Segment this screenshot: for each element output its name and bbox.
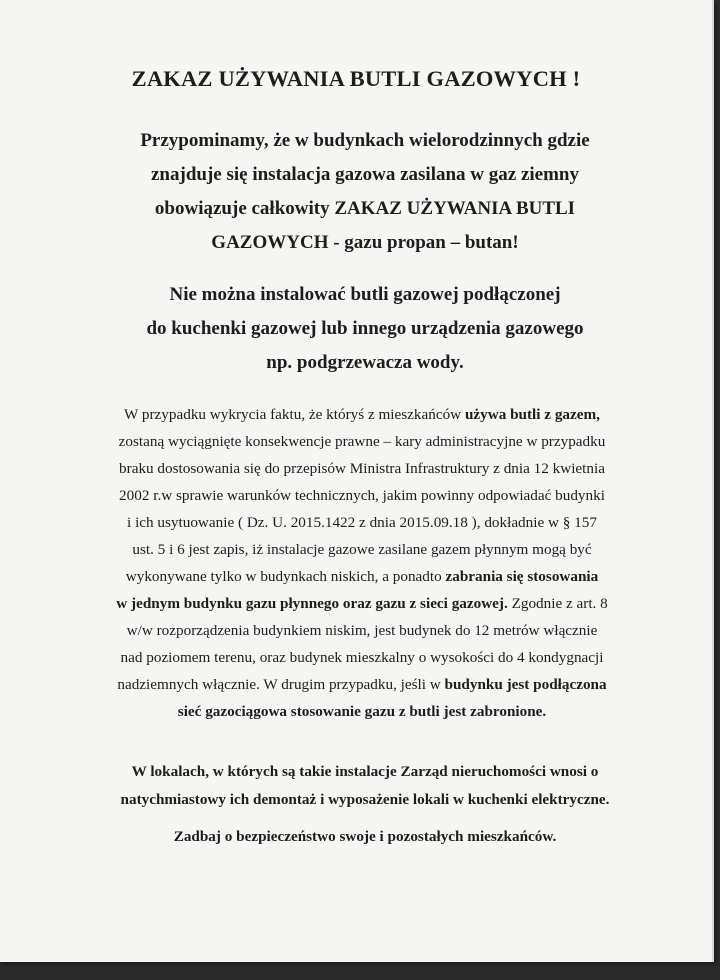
body-line: zostaną wyciągnięte konsekwencje prawne – kary administracyjne w przypadku <box>118 433 606 450</box>
body-line: w/w rozporządzenia budynkiem niskim, jest budynek do 12 metrów włącznie <box>126 622 598 639</box>
intro-line: GAZOWYCH - gazu propan – butan! <box>211 232 519 253</box>
body-line <box>78 698 646 725</box>
body-emphasis: zabrania się stosowania <box>445 568 599 585</box>
body-emphasis: sieć gazociągowa stosowanie gazu z butli jest zabronione. <box>177 703 547 720</box>
body-text: wykonywane tylko w budynkach niskich, a ponadto <box>125 568 446 585</box>
closing-line: Zadbaj o bezpieczeństwo swoje i pozostałych mieszkańców. <box>173 828 557 845</box>
warning-line: Nie można instalować butli gazowej podłączonej <box>169 284 561 305</box>
warning-line: np. podgrzewacza wody. <box>266 352 464 373</box>
body-emphasis: w jednym budynku gazu płynnego oraz gazu z sieci gazowej. <box>116 595 508 612</box>
body-line: i ich usytuowanie ( Dz. U. 2015.1422 z dnia 2015.09.18 ), dokładnie w § 157 <box>127 514 597 531</box>
body-line <box>78 671 646 698</box>
body-paragraph <box>78 401 646 725</box>
intro-line: Przypominamy, że w budynkach wielorodzinnych gdzie <box>140 130 590 151</box>
body-line <box>78 563 646 590</box>
intro-paragraph <box>70 124 660 260</box>
body-text: Zgodnie z art. 8 <box>507 595 608 612</box>
note-paragraph <box>70 758 660 814</box>
body-line: nad poziomem terenu, oraz budynek mieszkalny o wysokości do 4 kondygnacji <box>120 649 604 666</box>
body-emphasis: budynku jest podłączona <box>444 676 607 693</box>
intro-line: znajduje się instalacja gazowa zasilana w gaz ziemny <box>151 164 579 185</box>
body-line: 2002 r.w sprawie warunków technicznych, jakim powinny odpowiadać budynki <box>119 487 605 504</box>
body-text: W przypadku wykrycia faktu, że któryś z mieszkańców <box>124 406 465 423</box>
body-line: braku dostosowania się do przepisów Ministra Infrastruktury z dnia 12 kwietnia <box>119 460 605 477</box>
body-emphasis: używa butli z gazem, <box>464 406 600 423</box>
body-text: nadziemnych włącznie. W drugim przypadku, jeśli w <box>117 676 445 693</box>
warning-line: do kuchenki gazowej lub innego urządzenia gazowego <box>146 318 584 339</box>
page-title: ZAKAZ UŻYWANIA BUTLI GAZOWYCH ! <box>131 66 581 91</box>
body-line <box>78 401 646 428</box>
note-line: natychmiastowy ich demontaż i wyposażenie lokali w kuchenki elektryczne. <box>120 791 610 808</box>
body-line: ust. 5 i 6 jest zapis, iż instalacje gazowe zasilane gazem płynnym mogą być <box>132 541 592 558</box>
intro-line: obowiązuje całkowity ZAKAZ UŻYWANIA BUTLI <box>154 198 576 219</box>
body-line <box>78 590 646 617</box>
note-line: W lokalach, w których są takie instalacje Zarząd nieruchomości wnosi o <box>131 763 599 780</box>
warning-paragraph <box>70 278 660 380</box>
